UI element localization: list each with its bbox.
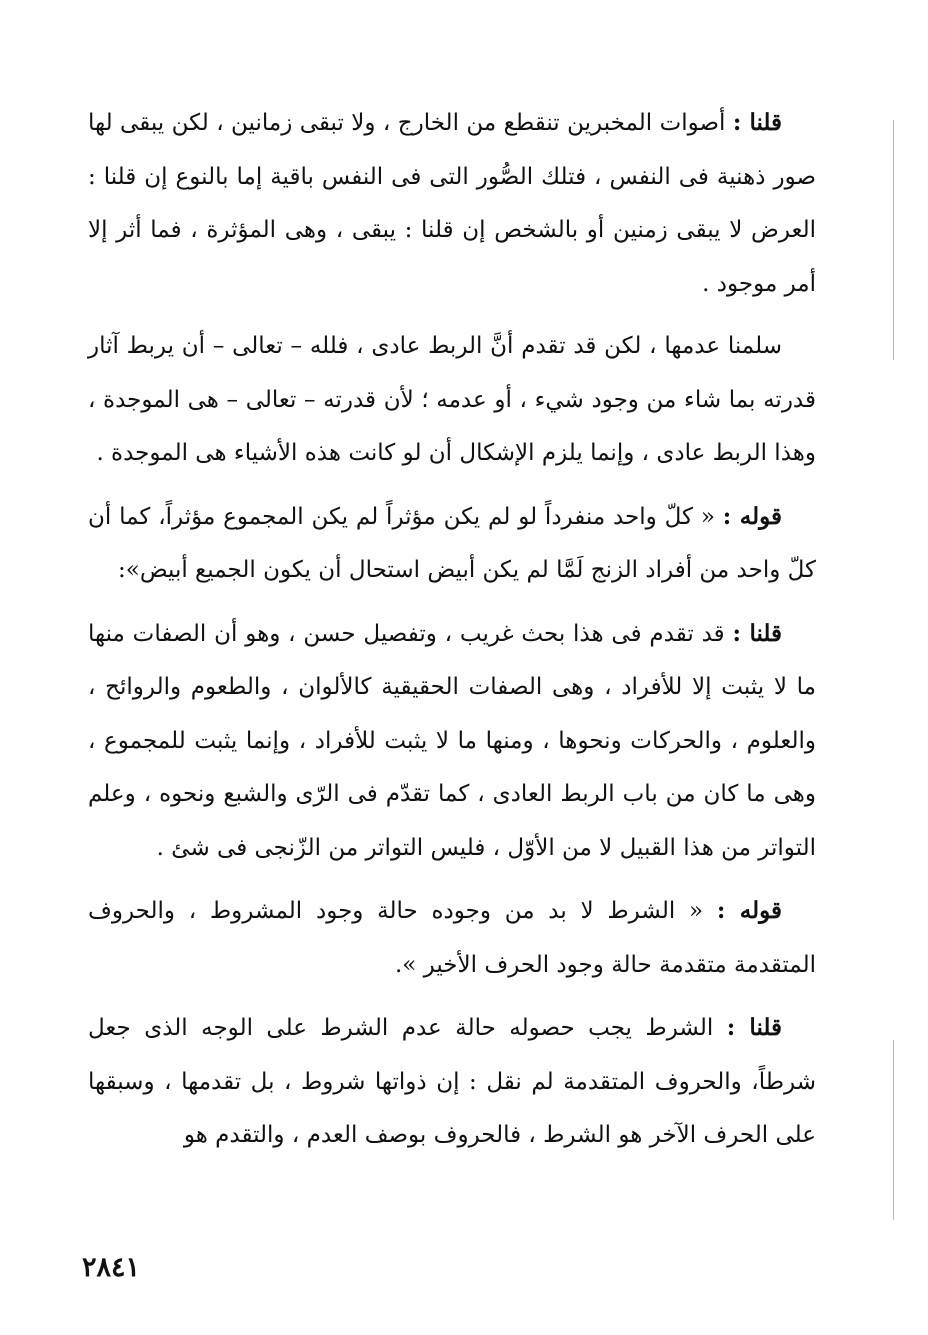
paragraph-2 xyxy=(88,320,816,481)
paragraph-lead: قلنا : xyxy=(726,1014,782,1041)
paragraph-text: الشرط يجب حصوله حالة عدم الشرط على الوجه الذى جعل شرطاً، والحروف المتقدمة لم نقل : إن ذواتها شروط ، بل تقدمها ، وسبقها على الحرف الآخر هو الشرط ، فالحروف بوصف العدم ، والتقدم هو xyxy=(88,1015,816,1148)
paragraph-text: أصوات المخبرين تنقطع من الخارج ، ولا تبقى زمانين ، لكن يبقى لها صور ذهنية فى النفس ، فتلك الصُّور التى فى النفس باقية إما بالنوع إن قلنا : العرض لا يبقى زمنين أو بالشخص إن قلنا : يبقى ، وهى المؤثرة ، فما أثر إلا أمر موجود . xyxy=(88,110,816,297)
paragraph-5 xyxy=(88,884,816,992)
paragraph-4 xyxy=(88,607,816,876)
scan-edge-line xyxy=(893,120,894,360)
paragraph-3 xyxy=(88,490,816,598)
paragraph-text: سلمنا عدمها ، لكن قد تقدم أنَّ الربط عادى ، فلله – تعالى – أن يربط آثار قدرته بما شاء من وجود شيء ، أو عدمه ؛ لأن قدرته – تعالى – هى الموجدة ، وهذا الربط عادى ، وإنما يلزم الإشكال أن لو كانت هذه الأشياء هى الموجدة . xyxy=(88,333,816,466)
paragraph-text: « كلّ واحد منفرداً لو لم يكن مؤثراً لم يكن المجموع مؤثراً، كما أن كلّ واحد من أفراد الزنج لَمَّا لم يكن أبيض استحال أن يكون الجميع أبيض»: xyxy=(88,503,816,583)
body-text xyxy=(88,96,816,1163)
page-number: ٢٨٤١ xyxy=(82,1252,141,1283)
paragraph-6 xyxy=(88,1001,816,1163)
paragraph-lead: قلنا : xyxy=(732,619,783,647)
scan-edge-line xyxy=(893,1040,894,1220)
paragraph-lead: قوله : xyxy=(722,502,782,530)
paragraph-1 xyxy=(88,96,816,311)
paragraph-lead: قلنا : xyxy=(732,109,783,136)
paragraph-lead: قوله : xyxy=(716,897,783,924)
paragraph-text: « الشرط لا بد من وجوده حالة وجود المشروط ، والحروف المتقدمة متقدمة حالة وجود الحرف الأخير ». xyxy=(88,898,816,978)
paragraph-text: قد تقدم فى هذا بحث غريب ، وتفصيل حسن ، وهو أن الصفات منها ما لا يثبت إلا للأفراد ، وهى الصفات الحقيقية كالألوان ، والطعوم والروائح ، والعلوم ، والحركات ونحوها ، ومنها ما لا يثبت للأفراد ، وإنما يثبت للمجموع ، وهى ما كان من باب الربط العادى ، كما تقدّم فى الرّى والشبع ونحوه ، وعلم التواتر من هذا القبيل لا من الأوّل ، فليس التواتر من الزّنجى فى شئ . xyxy=(88,620,816,861)
